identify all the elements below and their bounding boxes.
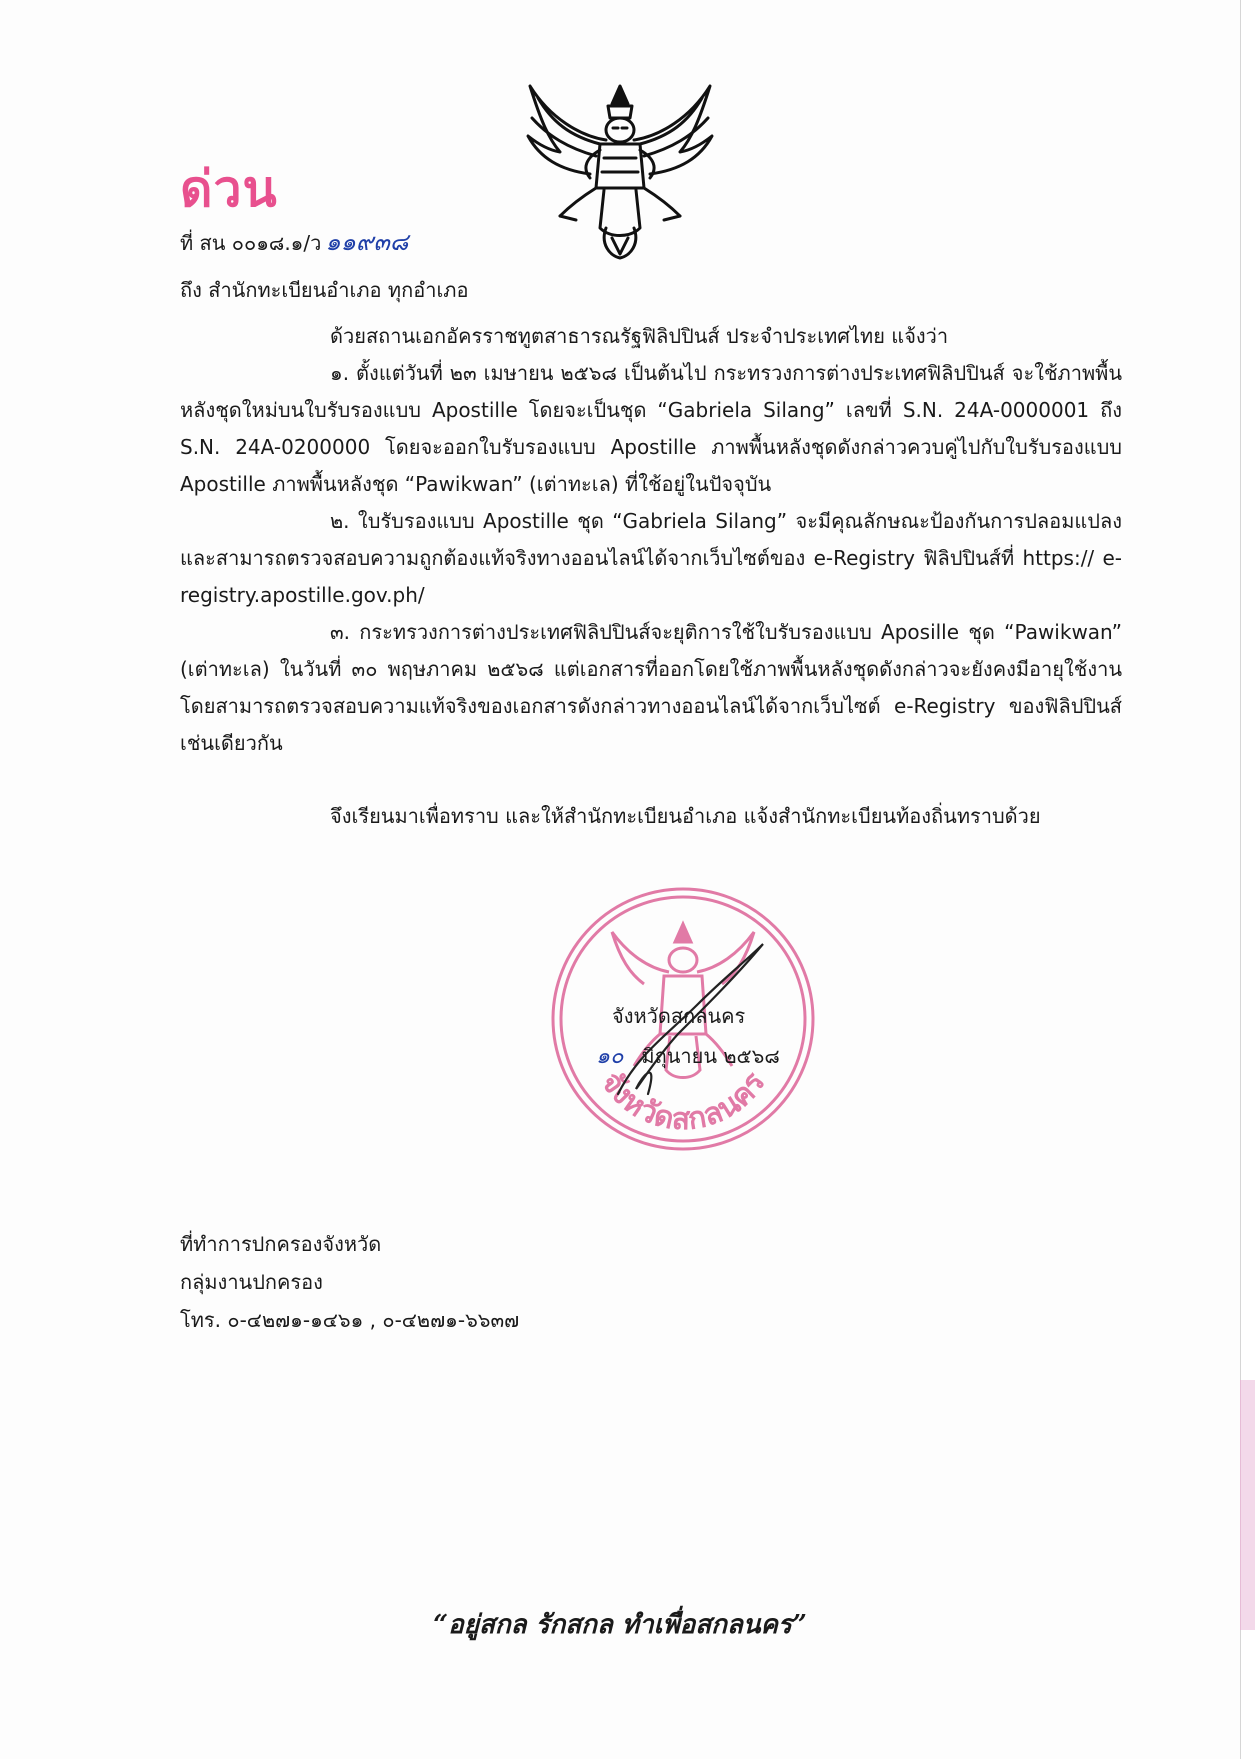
intro-paragraph: ด้วยสถานเอกอัครราชทูตสาธารณรัฐฟิลิปปินส์ ประจำประเทศไทย แจ้งว่า: [330, 324, 949, 348]
footer-phone: โทร. ๐-๔๒๗๑-๑๔๖๑ , ๐-๔๒๗๑-๖๖๓๗: [180, 1308, 520, 1332]
item-2-paragraph: ๒. ใบรับรองแบบ Apostille ชุด “Gabriela Silang” จะมีคุณลักษณะป้องกันการปลอมแปลง และสามารถตรวจสอบความถูกต้องแท้จริงทางออนไลน์ได้จากเว็บไซต์ของ e-Registry ฟิลิปปินส์ที่ https:// e-registry.apostille.gov.ph/: [180, 509, 1122, 607]
letter-body: [180, 318, 1122, 762]
reference-prefix: ที่ สน ๐๐๑๘.๑/ว: [180, 231, 322, 255]
footer-division: กลุ่มงานปกครอง: [180, 1270, 323, 1294]
motto: “อยู่สกล รักสกล ทำเพื่อสกลนคร”: [433, 1610, 807, 1640]
signature-date: [596, 1038, 780, 1073]
signatory-office: จังหวัดสกลนคร: [612, 1004, 746, 1028]
garuda-emblem-icon: [520, 78, 720, 263]
item-1-paragraph: ๑. ตั้งแต่วันที่ ๒๓ เมษายน ๒๕๖๘ เป็นต้นไป กระทรวงการต่างประเทศฟิลิปปินส์ จะใช้ภาพพื้นหลังชุดใหม่บนใบรับรองแบบ Apostille โดยจะเป็นชุด “Gabriela Silang” เลขที่ S.N. 24A-0000001 ถึง S.N. 24A-0200000 โดยจะออกใบรับรองแบบ Apostille ภาพพื้นหลังชุดดังกล่าวควบคู่ไปกับใบรับรองแบบ Apostille ภาพพื้นหลังชุด “Pawikwan” (เต่าทะเล) ที่ใช้อยู่ในปัจจุบัน: [180, 361, 1122, 496]
closing-line: จึงเรียนมาเพื่อทราบ และให้สำนักทะเบียนอำเภอ แจ้งสำนักทะเบียนท้องถิ่นทราบด้วย: [330, 804, 1041, 828]
signature-date-day: ๑๐: [596, 1044, 624, 1069]
footer-office: ที่ทำการปกครองจังหวัด: [180, 1232, 382, 1256]
urgent-stamp: ด่วน: [180, 159, 278, 218]
paper-edge-tab: [1240, 1380, 1255, 1630]
signature-date-rest: มิถุนายน ๒๕๖๘: [641, 1044, 780, 1068]
seal-text: จังหวัดสกลนคร: [593, 1065, 773, 1138]
reference-handwritten-number: ๑๑๙๓๘: [325, 228, 409, 256]
recipient-line: ถึง สำนักทะเบียนอำเภอ ทุกอำเภอ: [180, 278, 469, 302]
item-3-paragraph: ๓. กระทรวงการต่างประเทศฟิลิปปินส์จะยุติการใช้ใบรับรองแบบ Aposille ชุด “Pawikwan” (เต่าทะเล) ในวันที่ ๓๐ พฤษภาคม ๒๕๖๘ แต่เอกสารที่ออกโดยใช้ภาพพื้นหลังชุดดังกล่าวจะยังคงมีอายุใช้งาน โดยสามารถตรวจสอบความแท้จริงของเอกสารดังกล่าวทางออนไลน์ได้จากเว็บไซต์ e-Registry ของฟิลิปปินส์ เช่นเดียวกัน: [180, 620, 1122, 755]
reference-number: [180, 222, 408, 261]
